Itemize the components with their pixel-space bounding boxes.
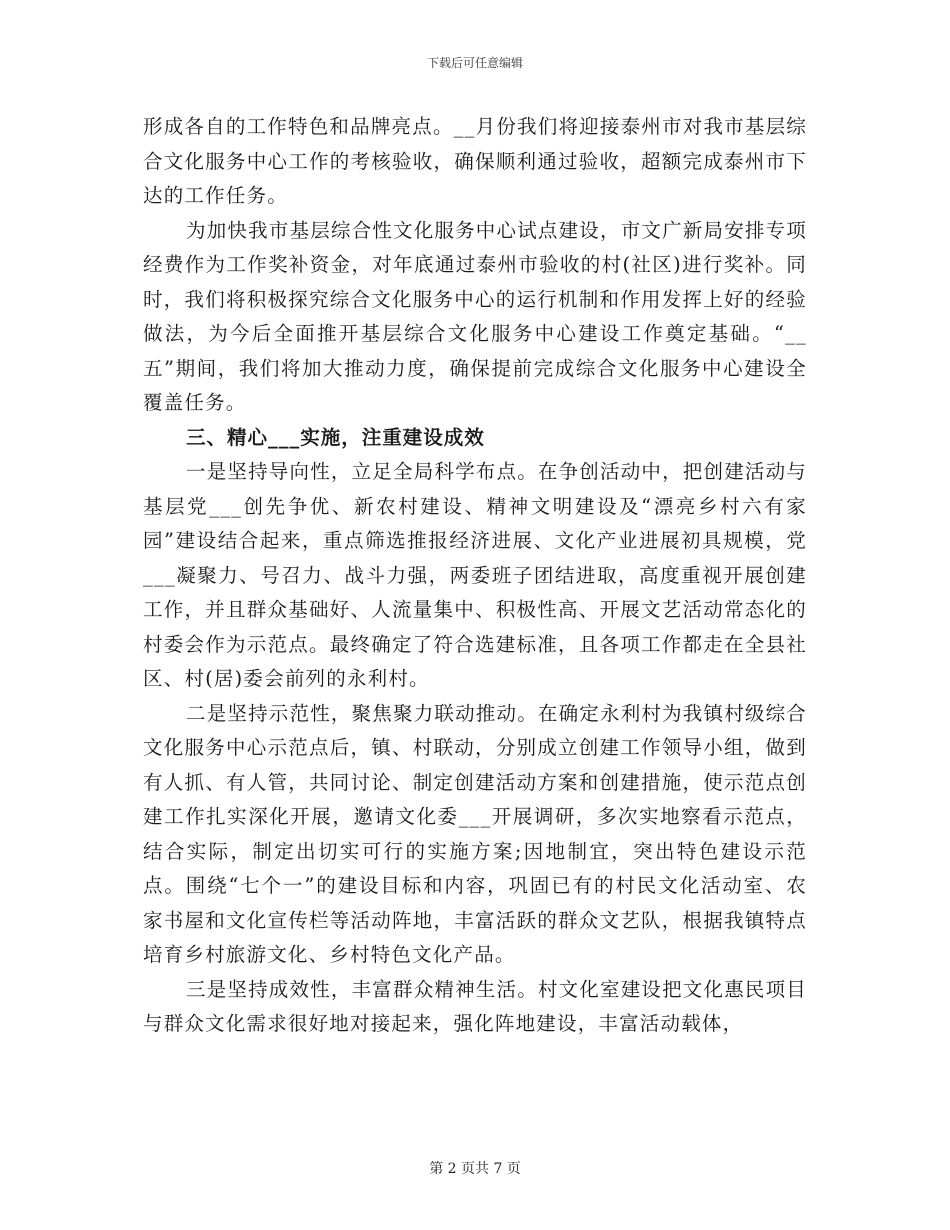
paragraph-point-three: 三是坚持成效性，丰富群众精神生活。村文化室建设把文化惠民项目与群众文化需求很好地对接起来，强化阵地建设，丰富活动载体，	[143, 977, 808, 1035]
section-heading: 三、精心___实施，注重建设成效	[186, 425, 485, 449]
page-number-footer: 第 2 页共 7 页	[429, 1161, 521, 1177]
paragraph-point-two: 二是坚持示范性，聚焦聚力联动推动。在确定永利村为我镇村级综合文化服务中心示范点后，镇、村联动，分别成立创建工作领导小组，做到有人抓、有人管，共同讨论、制定创建活动方案和创建措施，使示范点创建工作扎实深化开展，邀请文化委___开展调研，多次实地察看示范点，结合实际，制定出切实可行的实施方案;因地制宜，突出特色建设示范点。围绕“七个一”的建设目标和内容，巩固已有的村民文化活动室、农家书屋和文化宣传栏等活动阵地，丰富活跃的群众文艺队，根据我镇特点培育乡村旅游文化、乡村特色文化产品。	[143, 701, 808, 966]
paragraph-continuation: 形成各自的工作特色和品牌亮点。__月份我们将迎接泰州市对我市基层综合文化服务中心工作的考核验收，确保顺利通过验收，超额完成泰州市下达的工作任务。	[143, 115, 807, 207]
paragraph-funding: 为加快我市基层综合性文化服务中心试点建设，市文广新局安排专项经费作为工作奖补资金，对年底通过泰州市验收的村(社区)进行奖补。同时，我们将积极探究综合文化服务中心的运行机制和作用发挥上好的经验做法，为今后全面推开基层综合文化服务中心建设工作奠定基础。“__五”期间，我们将加大推动力度，确保提前完成综合文化服务中心建设全覆盖任务。	[143, 218, 808, 414]
document-body	[143, 110, 807, 1042]
paragraph-point-one: 一是坚持导向性，立足全局科学布点。在争创活动中，把创建活动与基层党___创先争优、新农村建设、精神文明建设及“漂亮乡村六有家园”建设结合起来，重点筛选推报经济进展、文化产业进展初具规模，党___凝聚力、号召力、战斗力强，两委班子团结进取，高度重视开展创建工作，并且群众基础好、人流量集中、积极性高、开展文艺活动常态化的村委会作为示范点。最终确定了符合选建标准，且各项工作都走在全县社区、村(居)委会前列的永利村。	[143, 460, 808, 690]
page-header: 下载后可任意编辑	[426, 56, 523, 70]
